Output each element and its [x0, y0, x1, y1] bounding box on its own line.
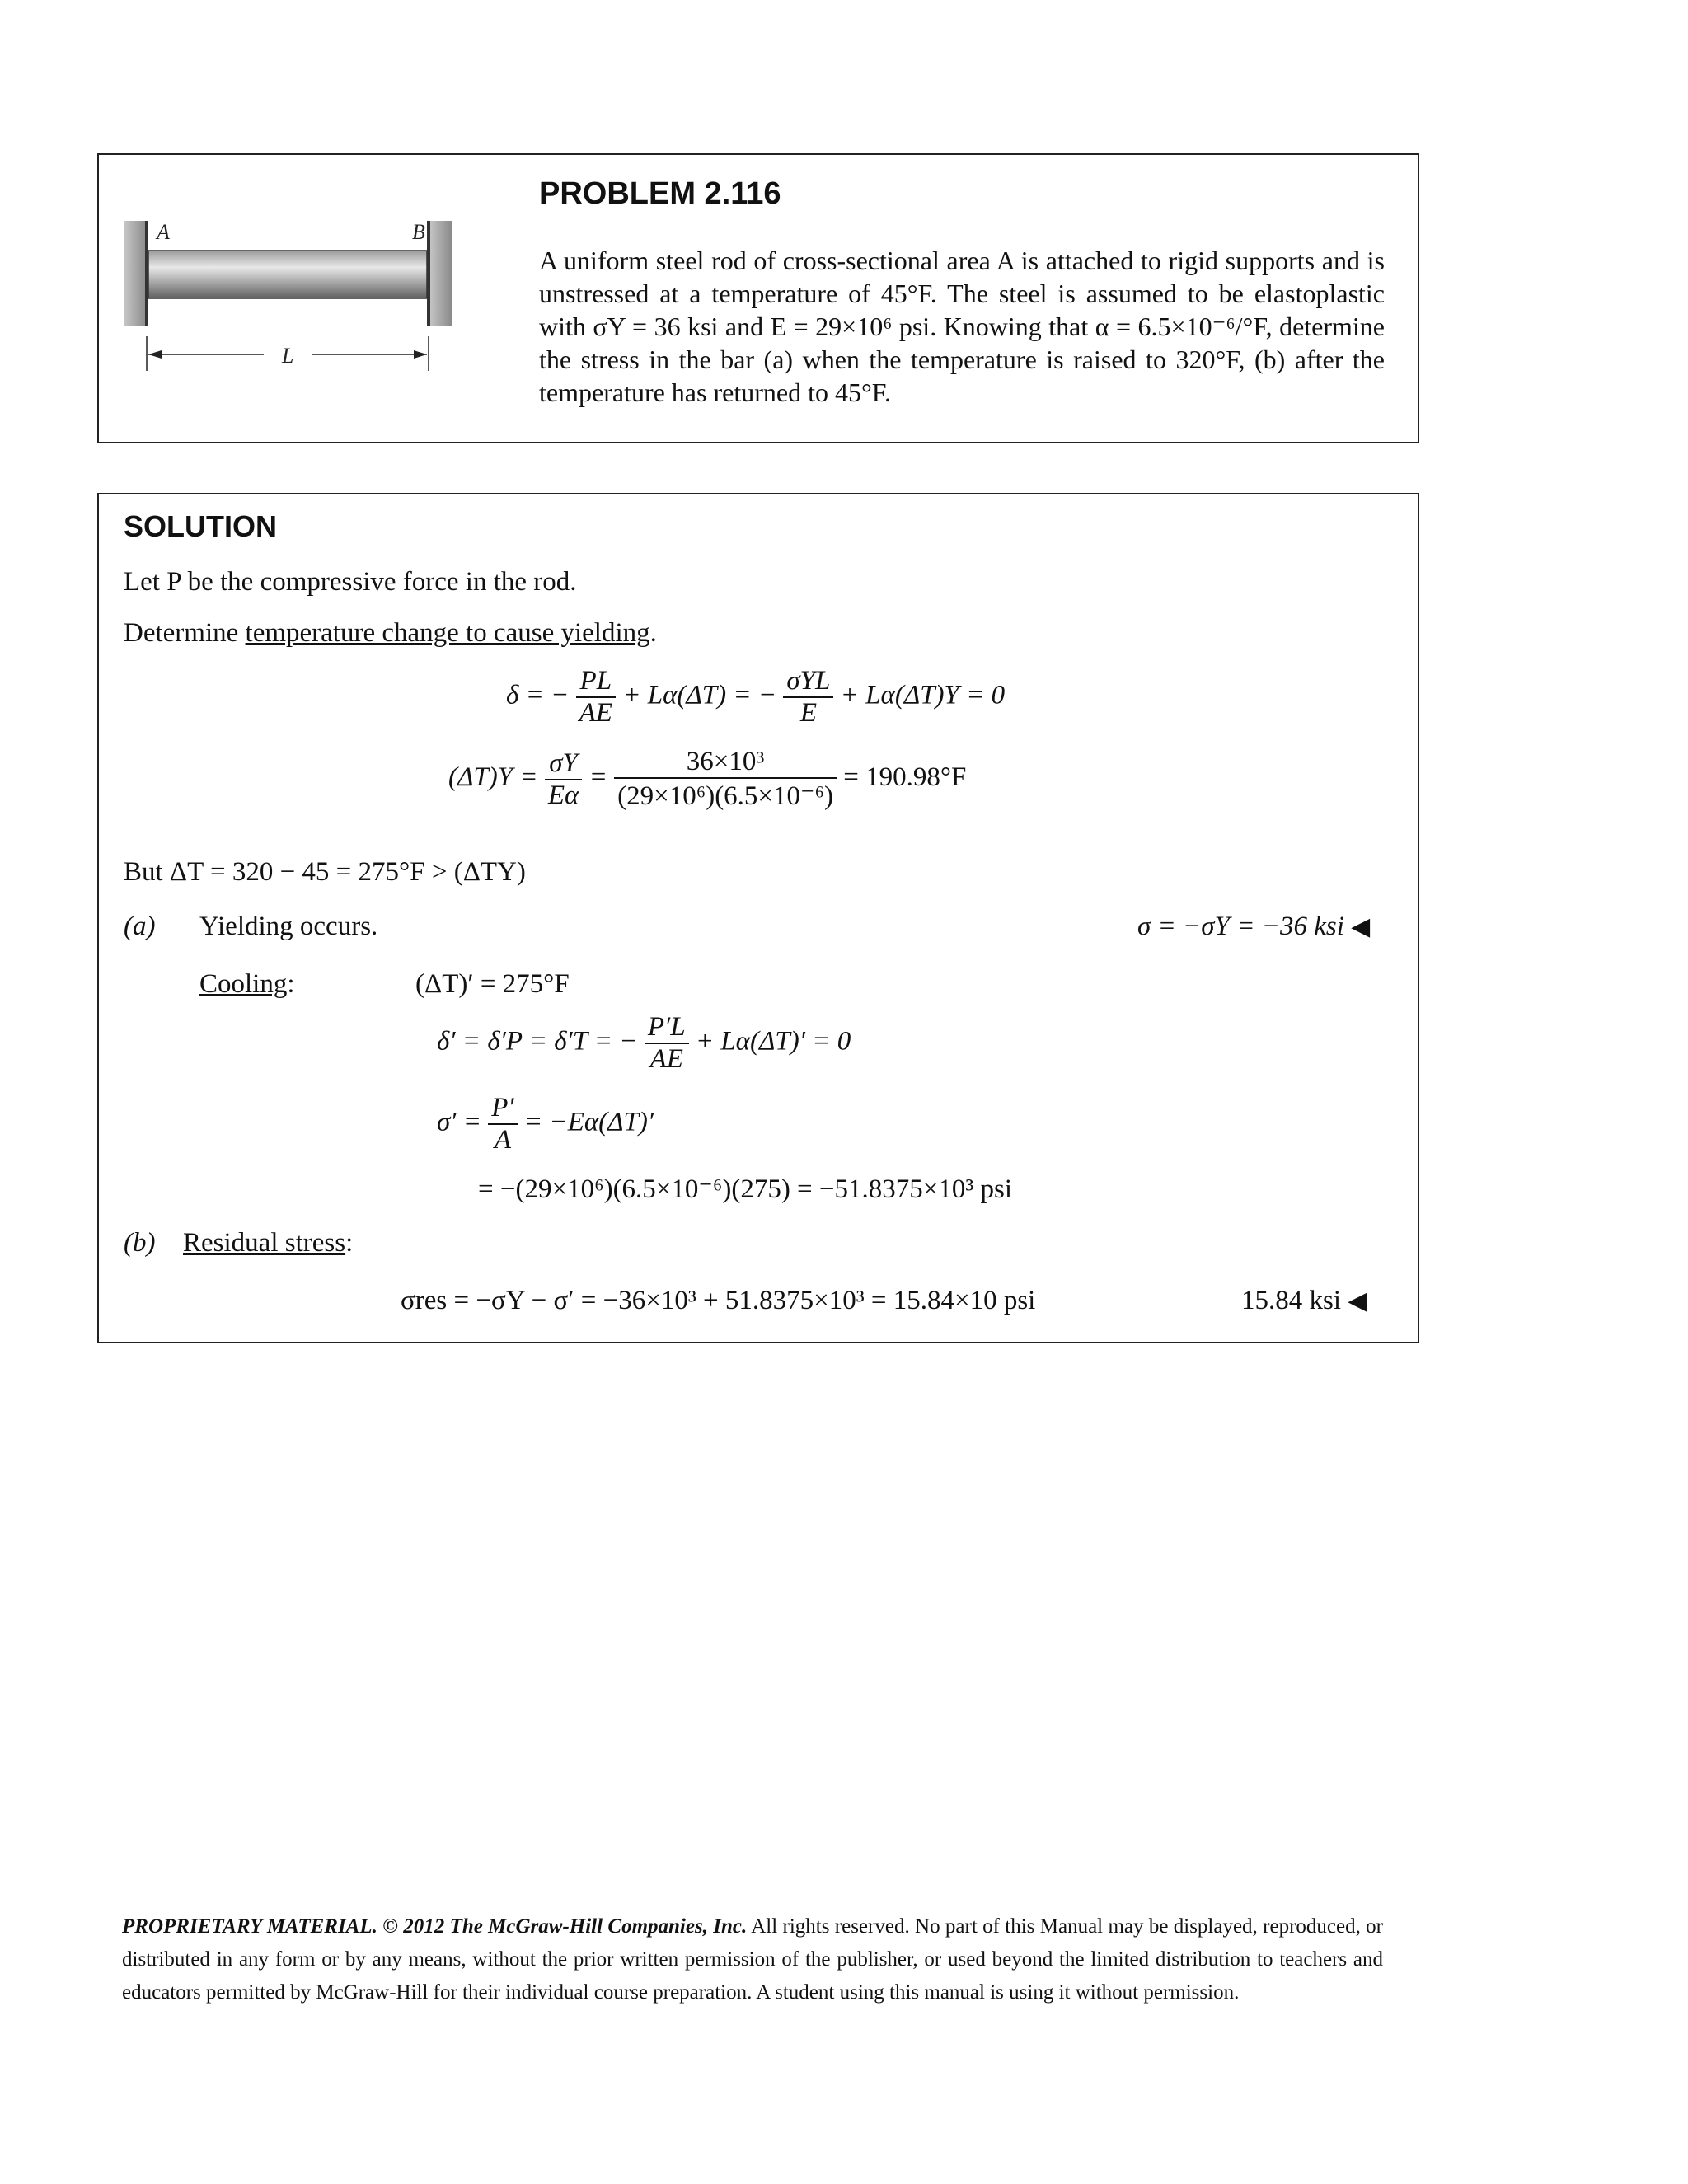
solution-line-2: Determine temperature change to cause yielding.	[124, 618, 657, 648]
steel-rod	[148, 251, 427, 298]
equation-residual: σres = −σY − σ′ = −36×10³ + 51.8375×10³ = 15.84×10 psi	[401, 1286, 1036, 1315]
support-a	[124, 221, 147, 326]
support-b	[429, 221, 452, 326]
part-a-text: Yielding occurs.	[199, 912, 378, 941]
problem-statement: A uniform steel rod of cross-sectional area A is attached to rigid supports and is unstressed at a temperature of 45°F. The steel is assumed to be elastoplastic with σY = 36 ksi and E = 29×10⁶ psi. Knowing that α = 6.5×10⁻⁶/°F, determine the stress in the bar (a) when the temperature is raised to 320°F, (b) after the temperature has returned to 45°F.	[539, 246, 1385, 407]
equation-delta: δ = − $\frac{PL}{AE}$ + Lα(ΔT) = − $\frac{\text{σYL}}{E}$ + Lα(ΔT)Y = 0	[506, 666, 1006, 728]
answer-arrow-icon: ◀	[1348, 1287, 1367, 1315]
part-b-text: Residual stress:	[183, 1228, 354, 1258]
part-b-answer: 15.84 ksi ◀	[1241, 1286, 1367, 1315]
problem-title: PROBLEM 2.116	[539, 176, 781, 211]
rod-figure	[124, 221, 486, 377]
part-a-label: (a)	[124, 912, 156, 941]
equation-delta-prime: δ′ = δ′P = δ′T = − $\frac{P'L}{AE}$ + Lα(ΔT)′ = 0	[437, 1012, 851, 1074]
equation-sigma-prime: σ′ = $\frac{P'}{A}$ = −Eα(ΔT)′	[437, 1093, 654, 1155]
answer-arrow-icon: ◀	[1351, 913, 1371, 940]
equation-delta-t-yield: (ΔT)Y = $\frac{\sigma Y}{E\alpha}$ = $\frac{\text{36×10³}}{\text{(29×10⁶)(6.5×10⁻⁶)}}$ = 190.98°F	[448, 747, 967, 811]
label-a: A	[157, 221, 170, 244]
equation-sigma-prime-value: = −(29×10⁶)(6.5×10⁻⁶)(275) = −51.8375×10³ psi	[478, 1174, 1013, 1204]
label-b: B	[412, 221, 425, 244]
part-b-label: (b)	[124, 1228, 156, 1258]
cooling-label: Cooling:	[199, 969, 295, 999]
solution-line-1: Let P be the compressive force in the rod.	[124, 567, 577, 597]
problem-box	[97, 153, 1419, 443]
part-a-answer: σ = −σY = −36 ksi ◀	[1137, 912, 1371, 941]
solution-box	[97, 493, 1419, 1343]
cooling-equation: (ΔT)′ = 275°F	[415, 969, 570, 999]
copyright-footer: PROPRIETARY MATERIAL. © 2012 The McGraw-Hill Companies, Inc. All rights reserved. No part of this Manual may be displayed, reproduced, or distributed in any form or by any means, without the prior written permission of the publisher, or used beyond the limited distribution to teachers and educators permitted by McGraw-Hill for their individual course preparation. A student using this manual is using it without permission.	[122, 1915, 1383, 2004]
but-line: But ΔT = 320 − 45 = 275°F > (ΔTY)	[124, 857, 526, 887]
label-l: L	[282, 344, 294, 368]
solution-title: SOLUTION	[124, 509, 277, 543]
